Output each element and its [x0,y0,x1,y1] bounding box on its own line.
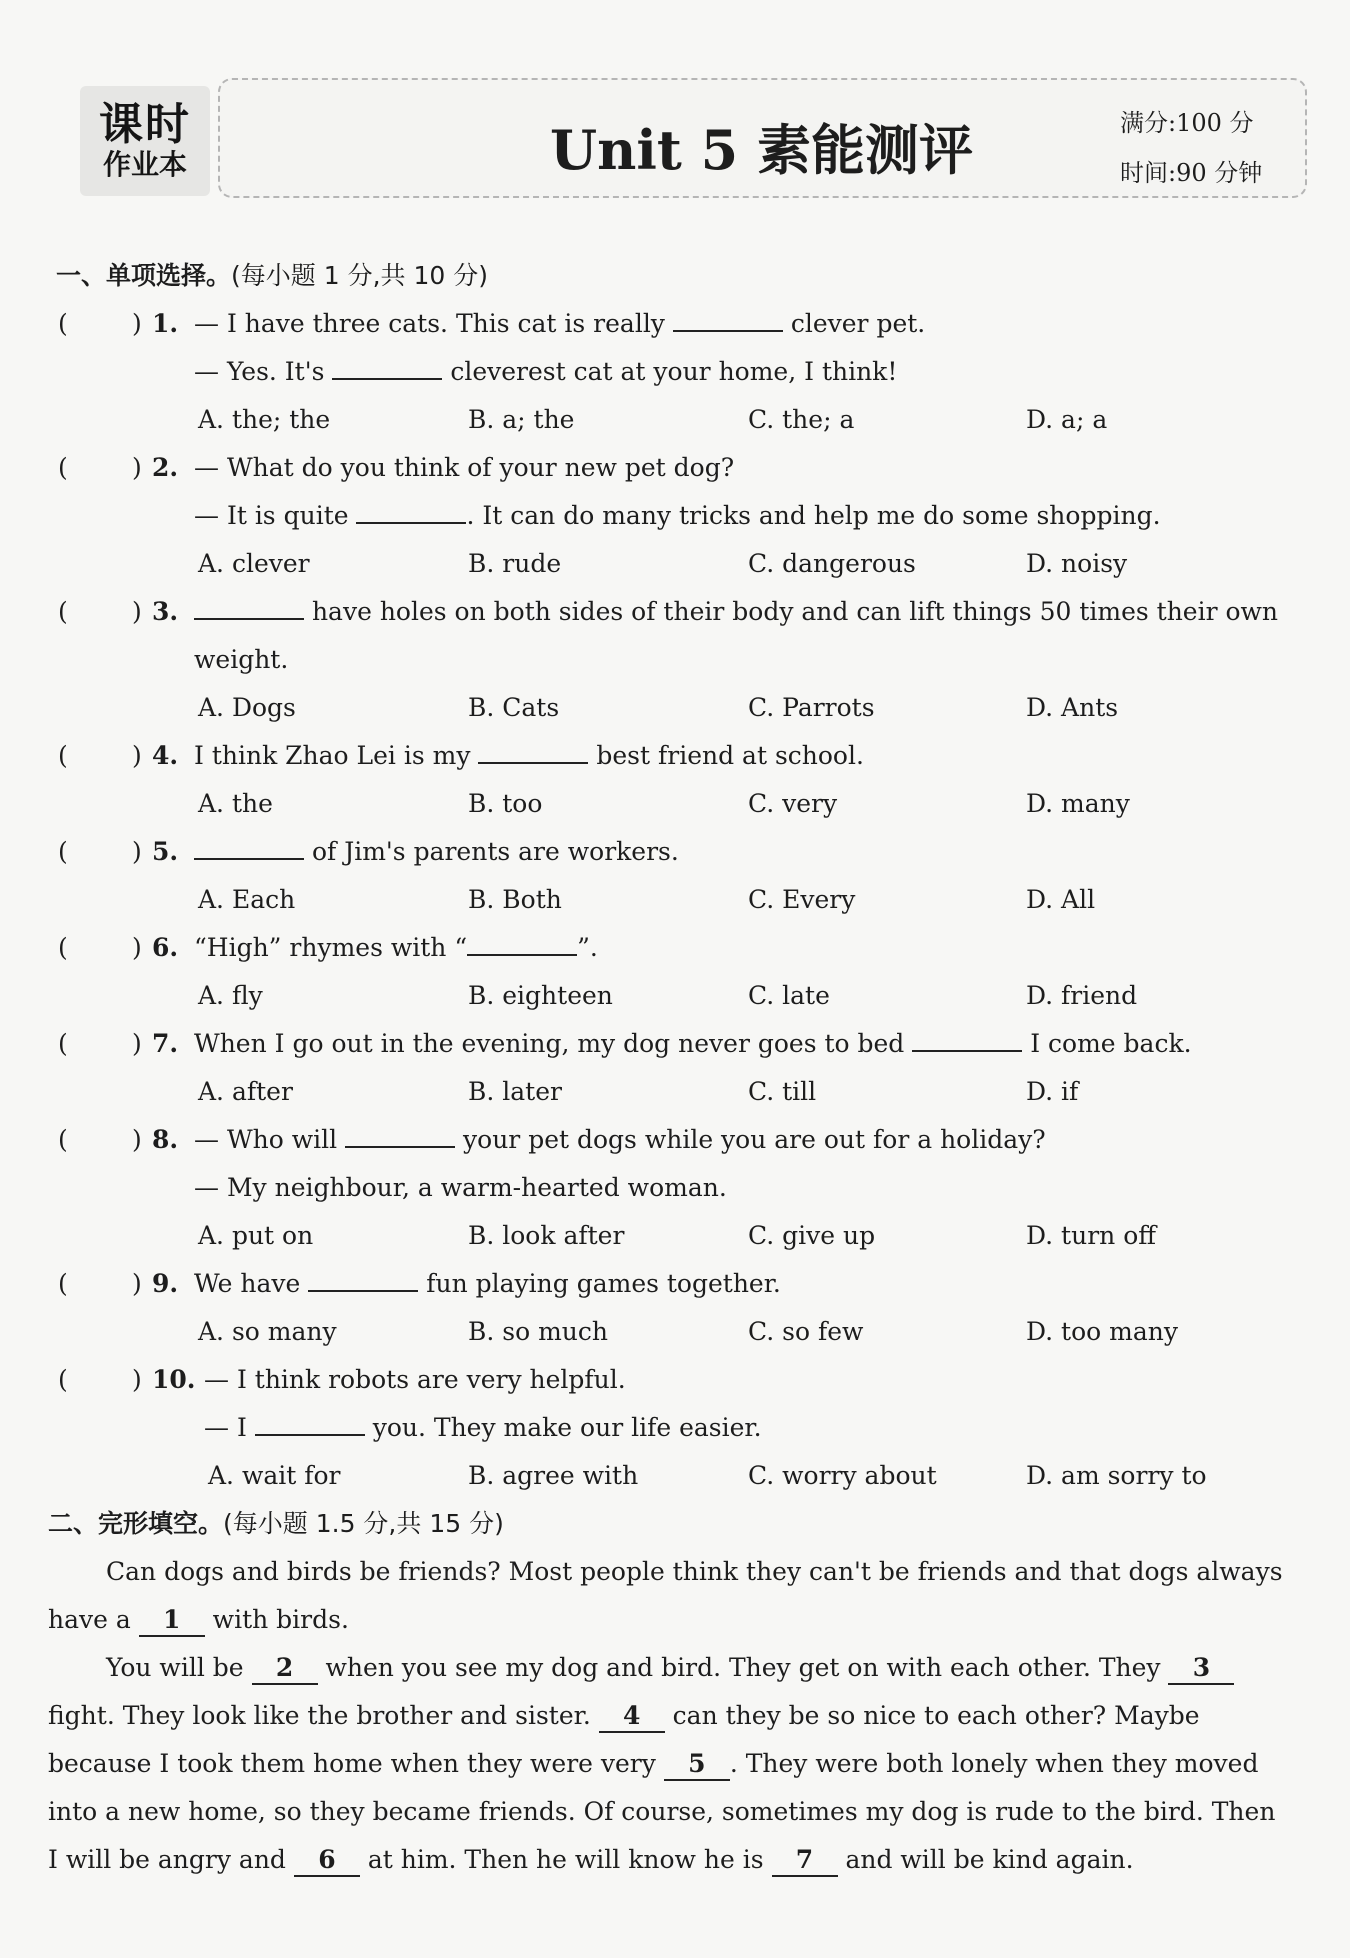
section1-heading [56,252,1318,300]
question-2-line2 [48,492,1318,540]
answer-blank[interactable] [194,590,304,620]
answer-blank[interactable] [308,1262,418,1292]
stem-text: ”. [577,933,598,962]
question-number: 7. [152,1029,179,1058]
question-number: 4. [152,741,179,770]
option-b[interactable]: B. too [468,789,543,818]
answer-paren-close[interactable]: ) [132,933,142,962]
option-a[interactable]: A. fly [198,981,263,1010]
answer-blank[interactable] [912,1022,1022,1052]
stem-text: — Who will [194,1125,346,1154]
question-stem [194,492,1161,540]
passage-text: . They were both lonely when they moved [729,1749,1259,1778]
question-4-options [48,780,1318,828]
option-b[interactable]: B. rude [468,549,562,578]
stem-text: of Jim's parents are workers. [304,837,679,866]
question-8 [48,1116,1318,1164]
stem-text: We have [194,1269,309,1298]
answer-paren-close[interactable]: ) [132,309,142,338]
answer-paren-open: ( [58,453,68,482]
publisher-logo [80,86,210,196]
question-9 [48,1260,1318,1308]
option-c[interactable]: C. dangerous [748,549,916,578]
question-9-options [48,1308,1318,1356]
option-d[interactable]: D. a; a [1026,405,1108,434]
cloze-blank-1[interactable]: 1 [139,1605,205,1637]
option-d[interactable]: D. Ants [1026,693,1119,722]
answer-paren-open: ( [58,309,68,338]
passage-line [48,1644,1318,1692]
question-stem [194,1260,781,1308]
question-2-options [48,540,1318,588]
stem-text: When I go out in the evening, my dog never goes to bed [194,1029,913,1058]
exam-time: 时间:90 分钟 [1120,159,1263,187]
question-5 [48,828,1318,876]
stem-text: — It is quite [194,501,357,530]
stem-text: your pet dogs while you are out for a holiday? [455,1125,1046,1154]
option-b[interactable]: B. eighteen [468,981,613,1010]
option-d[interactable]: D. if [1026,1077,1079,1106]
option-b[interactable]: B. agree with [468,1461,639,1490]
option-a[interactable]: A. Dogs [198,693,296,722]
question-3-options [48,684,1318,732]
option-a[interactable]: A. so many [198,1317,337,1346]
option-c[interactable]: C. Every [748,885,856,914]
passage-line [48,1836,1318,1884]
answer-paren-close[interactable]: ) [132,837,142,866]
question-3-line2 [48,636,1318,684]
option-c[interactable]: C. worry about [748,1461,937,1490]
question-stem [194,588,1278,636]
answer-blank[interactable] [332,350,442,380]
question-stem [194,828,679,876]
option-b[interactable]: B. look after [468,1221,625,1250]
question-10-line2 [48,1404,1318,1452]
question-number: 9. [152,1269,179,1298]
stem-text: . It can do many tricks and help me do some shopping. [466,501,1161,530]
stem-text: have holes on both sides of their body and can lift things 50 times their own [304,597,1279,626]
option-a[interactable]: A. clever [198,549,310,578]
question-stem: weight. [194,645,289,674]
option-d[interactable]: D. All [1026,885,1096,914]
stem-text: you. They make our life easier. [364,1413,762,1442]
exam-meta [1120,98,1262,198]
answer-paren-close[interactable]: ) [132,1365,142,1394]
header [70,72,1310,202]
title-box [218,78,1307,198]
answer-paren-open: ( [58,741,68,770]
answer-paren-open: ( [58,837,68,866]
answer-blank[interactable] [478,734,588,764]
answer-paren-close[interactable]: ) [132,1269,142,1298]
question-number: 2. [152,453,179,482]
question-1-options [48,396,1318,444]
question-5-options [48,876,1318,924]
logo-line1: 课时 [99,99,191,150]
question-10-options [48,1452,1318,1500]
question-7-options [48,1068,1318,1116]
question-8-options [48,1212,1318,1260]
answer-blank[interactable] [673,302,783,332]
passage-text: can they be so nice to each other? Maybe [664,1701,1200,1730]
question-stem: — I think robots are very helpful. [204,1365,626,1394]
stem-text: best friend at school. [588,741,864,770]
option-d[interactable]: D. am sorry to [1026,1461,1207,1490]
question-stem: — My neighbour, a warm-hearted woman. [194,1173,727,1202]
option-c[interactable]: C. till [748,1077,817,1106]
answer-blank[interactable] [356,494,466,524]
answer-blank[interactable] [467,926,577,956]
section2-heading [48,1500,1318,1548]
option-b[interactable]: B. Both [468,885,562,914]
option-c[interactable]: C. Parrots [748,693,875,722]
section1-title: 一、单项选择。 [56,261,232,290]
option-c[interactable]: C. late [748,981,830,1010]
logo-line2: 作业本 [102,148,187,181]
question-number: 3. [152,597,179,626]
passage-text: You will be [106,1653,252,1682]
passage-text: at him. Then he will know he is [359,1845,772,1874]
question-8-line2 [48,1164,1318,1212]
option-a[interactable]: A. Each [198,885,296,914]
question-6-options [48,972,1318,1020]
stem-text: — I have three cats. This cat is really [194,309,673,338]
passage-text: have a [48,1605,139,1634]
option-a[interactable]: A. wait for [208,1461,341,1490]
answer-blank[interactable] [345,1118,455,1148]
option-d[interactable]: D. many [1026,789,1130,818]
question-stem [194,1020,1192,1068]
passage-line: into a new home, so they became friends. Of course, sometimes my dog is rude to the bird. Then [48,1797,1276,1826]
stem-text: “High” rhymes with “ [194,933,468,962]
option-c[interactable]: C. give up [748,1221,876,1250]
question-stem [194,1116,1046,1164]
answer-paren-open: ( [58,1365,68,1394]
question-3 [48,588,1318,636]
question-number: 8. [152,1125,179,1154]
question-1 [48,300,1318,348]
cloze-blank-6[interactable]: 6 [294,1845,360,1877]
question-stem [194,924,598,972]
stem-text: I come back. [1022,1029,1192,1058]
answer-paren-close[interactable]: ) [132,1125,142,1154]
passage-line [48,1740,1318,1788]
answer-paren-open: ( [58,1029,68,1058]
question-7 [48,1020,1318,1068]
answer-paren-close[interactable]: ) [132,453,142,482]
answer-paren-open: ( [58,1125,68,1154]
option-c[interactable]: C. so few [748,1317,864,1346]
question-number: 10. [152,1365,196,1394]
option-d[interactable]: D. friend [1026,981,1138,1010]
answer-paren-open: ( [58,933,68,962]
passage-text: fight. They look like the brother and sister. [48,1701,599,1730]
option-a[interactable]: A. the [198,789,273,818]
stem-text: I think Zhao Lei is my [194,741,479,770]
option-c[interactable]: C. very [748,789,838,818]
passage-text: with birds. [204,1605,349,1634]
option-a[interactable]: A. the; the [198,405,331,434]
option-d[interactable]: D. turn off [1026,1221,1157,1250]
page-title: Unit 5 素能测评 [550,118,973,182]
answer-paren-open: ( [58,597,68,626]
answer-paren-open: ( [58,1269,68,1298]
section1-note: (每小题 1 分,共 10 分) [231,261,488,290]
passage-text: I will be angry and [48,1845,294,1874]
question-1-line2 [48,348,1318,396]
section2-title: 二、完形填空。 [48,1509,224,1538]
cloze-blank-5[interactable]: 5 [664,1749,730,1781]
stem-text: fun playing games together. [418,1269,781,1298]
stem-text: — Yes. It's [194,357,333,386]
passage-line [48,1596,1318,1644]
cloze-blank-3[interactable]: 3 [1168,1653,1234,1685]
option-d[interactable]: D. too many [1026,1317,1178,1346]
option-b[interactable]: B. so much [468,1317,609,1346]
cloze-blank-4[interactable]: 4 [599,1701,665,1733]
question-stem [194,348,897,396]
question-number: 1. [152,309,179,338]
question-2 [48,444,1318,492]
section2-note: (每小题 1.5 分,共 15 分) [223,1509,504,1538]
question-stem: — What do you think of your new pet dog? [194,453,735,482]
question-4 [48,732,1318,780]
option-a[interactable]: A. after [198,1077,293,1106]
content [48,252,1318,1884]
answer-paren-close[interactable]: ) [132,741,142,770]
question-10 [48,1356,1318,1404]
option-c[interactable]: C. the; a [748,405,855,434]
option-b[interactable]: B. later [468,1077,562,1106]
option-d[interactable]: D. noisy [1026,549,1128,578]
stem-text: clever pet. [782,309,926,338]
full-score: 满分:100 分 [1120,109,1254,137]
stem-text: — I [204,1413,255,1442]
question-stem [194,732,864,780]
cloze-blank-2[interactable]: 2 [252,1653,318,1685]
question-6 [48,924,1318,972]
option-b[interactable]: B. a; the [468,405,575,434]
passage-text: because I took them home when they were very [48,1749,664,1778]
question-number: 6. [152,933,179,962]
passage-line: Can dogs and birds be friends? Most people think they can't be friends and that dogs always [106,1557,1283,1586]
passage-line [48,1692,1318,1740]
question-stem [194,300,925,348]
question-stem [204,1404,762,1452]
passage-text: and will be kind again. [837,1845,1134,1874]
passage-text: when you see my dog and bird. They get on with each other. They [317,1653,1169,1682]
answer-paren-close[interactable]: ) [132,597,142,626]
answer-paren-close[interactable]: ) [132,1029,142,1058]
answer-blank[interactable] [194,830,304,860]
option-a[interactable]: A. put on [198,1221,314,1250]
question-number: 5. [152,837,179,866]
stem-text: cleverest cat at your home, I think! [442,357,898,386]
answer-blank[interactable] [255,1406,365,1436]
cloze-blank-7[interactable]: 7 [772,1845,838,1877]
option-b[interactable]: B. Cats [468,693,560,722]
